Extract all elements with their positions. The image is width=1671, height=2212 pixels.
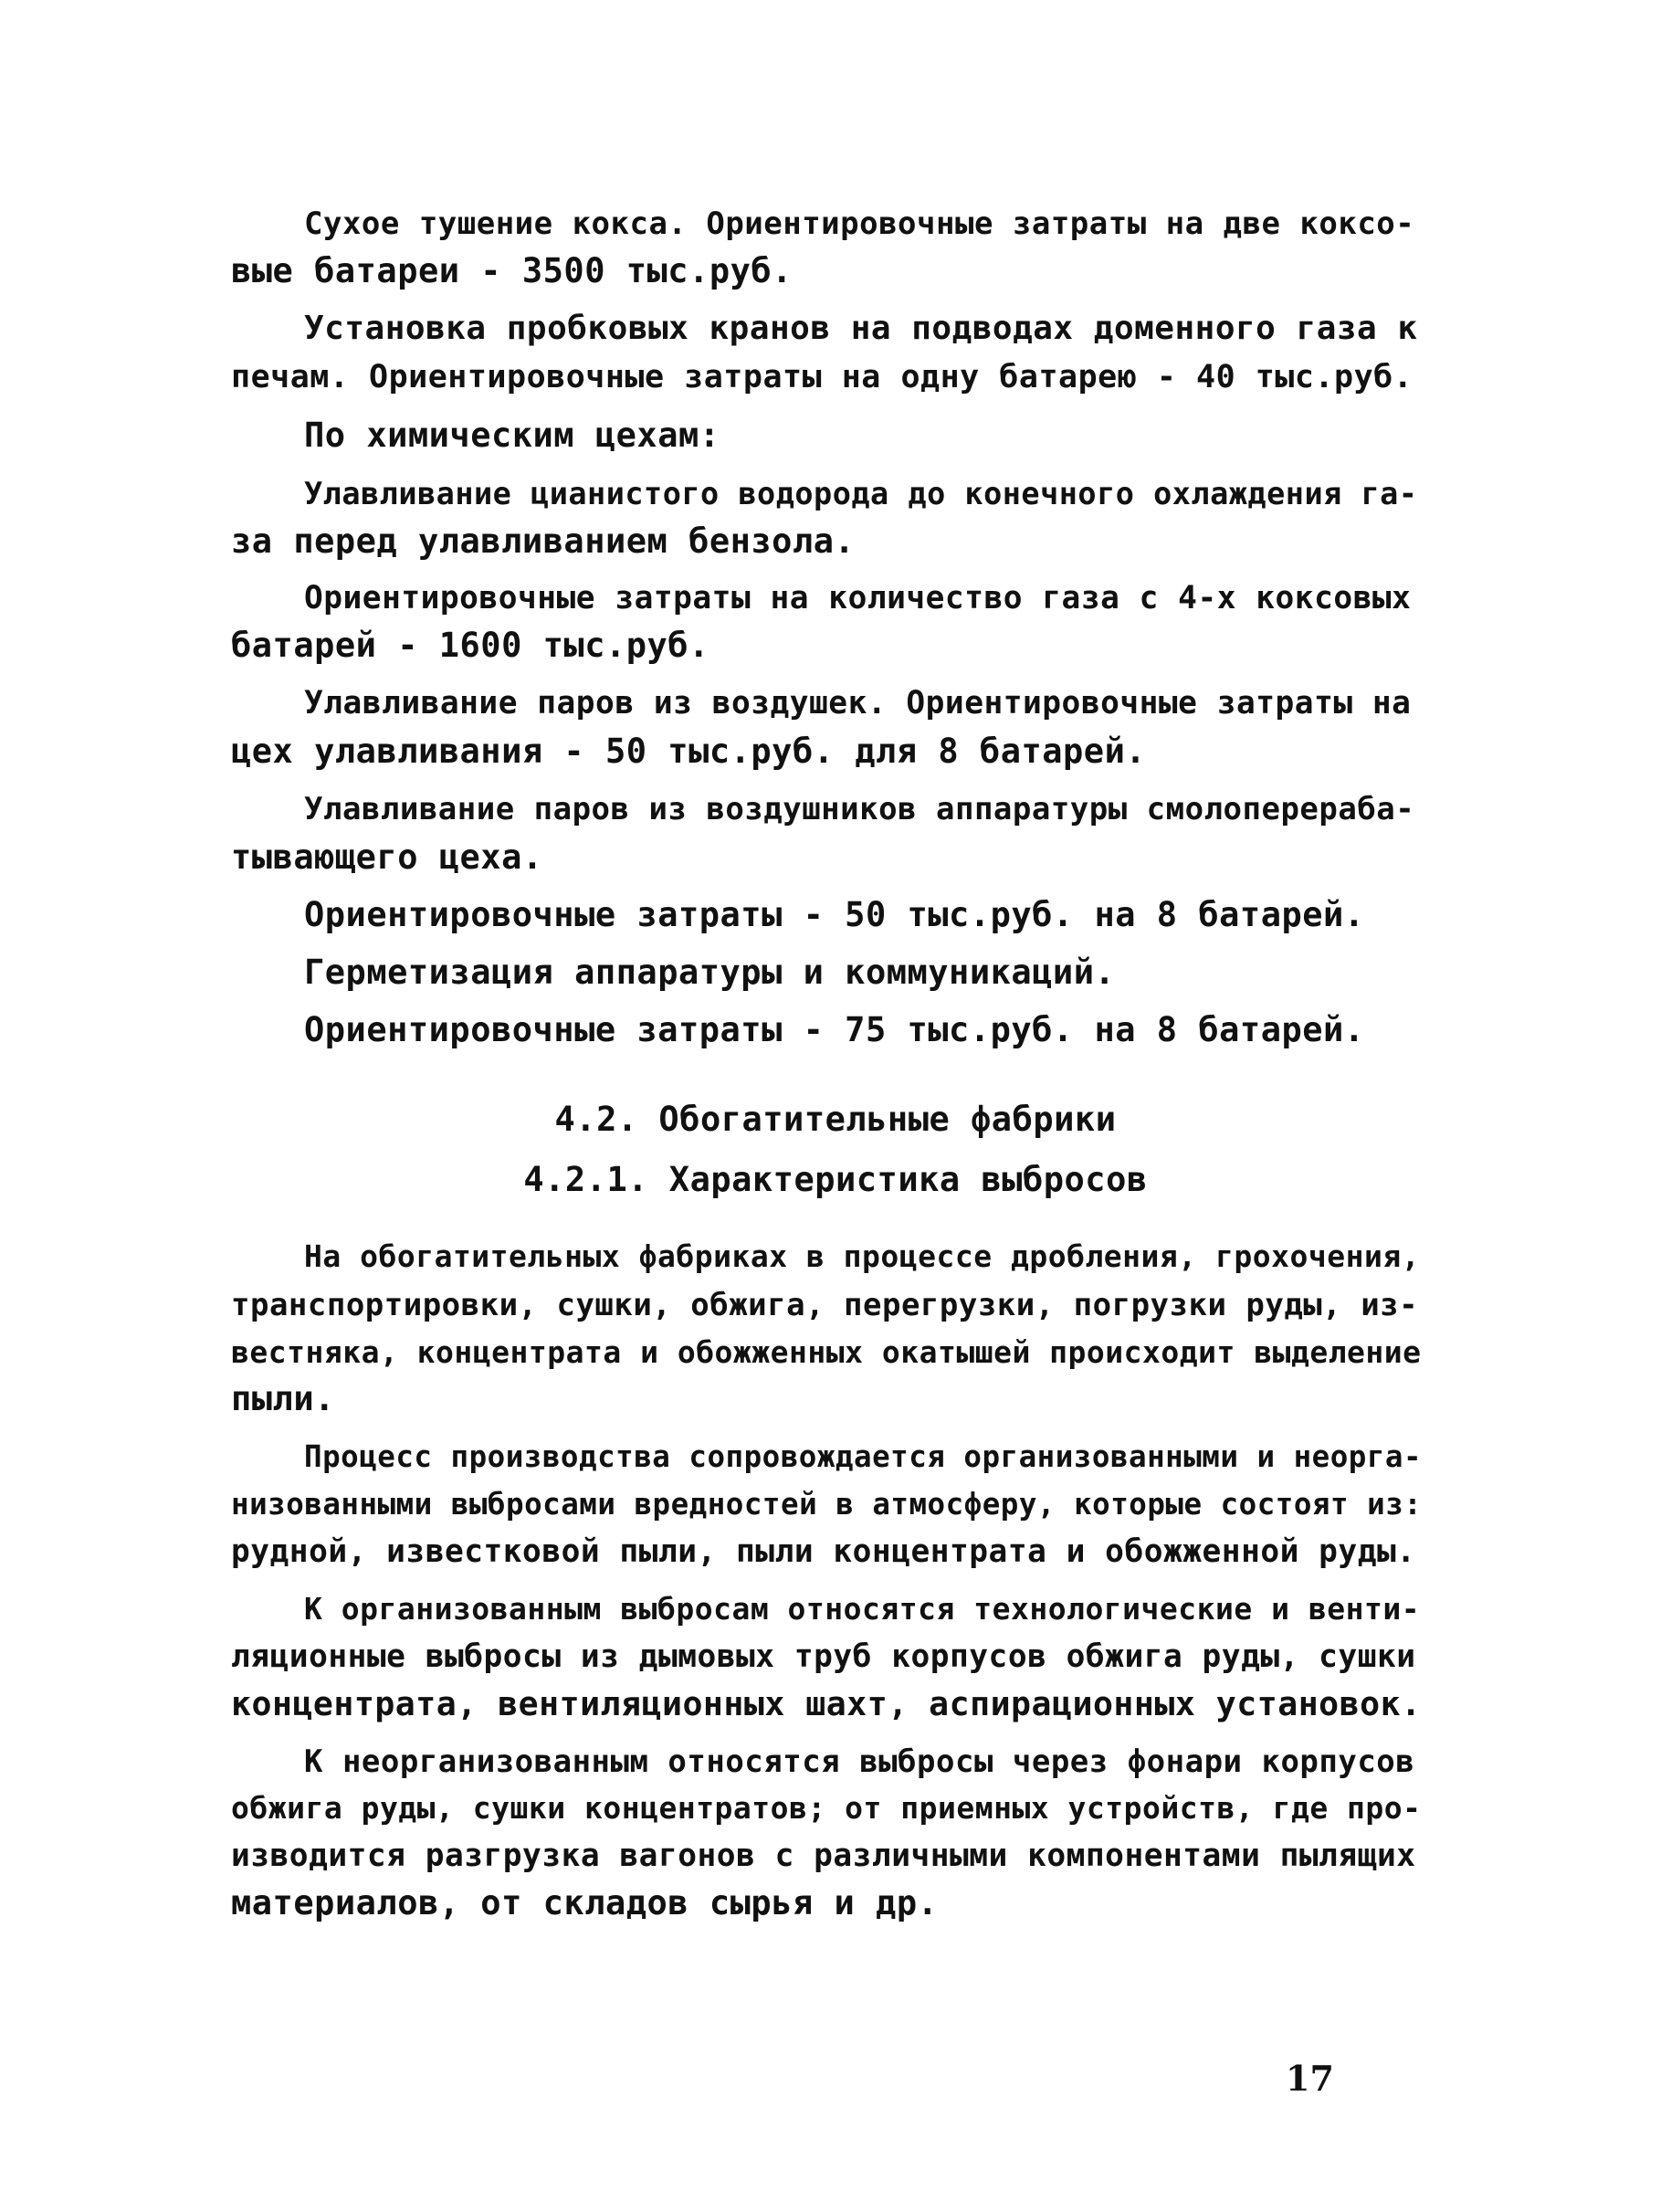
text-line: тывающего цеха. <box>231 837 543 877</box>
text-line: вестняка, концентрата и обожженных окатышей происходит выделение <box>231 1334 1422 1370</box>
page-number: 17 <box>1286 2058 1334 2099</box>
text-line: рудной, известковой пыли, пыли концентрата и обожженной руды. <box>231 1533 1416 1570</box>
text-line: вые батареи - 3500 тыс.руб. <box>231 251 793 290</box>
text-line: концентрата, вентиляционных шахт, аспирационных установок. <box>231 1684 1422 1723</box>
text-line: Ориентировочные затраты - 50 тыс.руб. на 8 батарей. <box>304 895 1365 934</box>
text-line: пыли. <box>231 1379 335 1418</box>
text-line: Герметизация аппаратуры и коммуникаций. <box>304 953 1116 992</box>
text-line: К организованным выбросам относятся технологические и венти- <box>304 1591 1421 1627</box>
subsection-heading: 4.2.1. Характеристика выбросов <box>523 1160 1148 1199</box>
section-heading: 4.2. Обогатительные фабрики <box>554 1100 1117 1139</box>
text-line: печам. Ориентировочные затраты на одну батарею - 40 тыс.руб. <box>231 359 1414 395</box>
text-line: Улавливание цианистого водорода до конечного охлаждения га- <box>304 476 1418 511</box>
text-line: Улавливание паров из воздушников аппаратуры смолоперераба- <box>304 791 1415 827</box>
text-line: Улавливание паров из воздушек. Ориентировочные затраты на <box>304 685 1412 722</box>
text-line: К неорганизованным относятся выбросы через фонари корпусов <box>304 1743 1415 1780</box>
text-line: за перед улавливанием бензола. <box>231 521 856 561</box>
text-line: Ориентировочные затраты - 75 тыс.руб. на 8 батарей. <box>304 1010 1365 1049</box>
text-line: цех улавливания - 50 тыс.руб. для 8 батарей. <box>231 732 1147 771</box>
text-line: На обогатительных фабриках в процессе дробления, грохочения, <box>304 1238 1421 1274</box>
text-line: транспортировки, сушки, обжига, перегрузки, погрузки руды, из- <box>231 1287 1419 1323</box>
text-line: материалов, от складов сырья и др. <box>231 1883 939 1922</box>
text-line: Ориентировочные затраты на количество газа с 4-х коксовых <box>304 580 1412 616</box>
text-line: Сухое тушение кокса. Ориентировочные затраты на две коксо- <box>304 205 1415 242</box>
text-line: Установка пробковых кранов на подводах доменного газа к <box>304 310 1418 347</box>
text-line: ляционные выбросы из дымовых труб корпусов обжига руды, сушки <box>231 1638 1416 1675</box>
text-line: обжига руды, сушки концентратов; от приемных устройств, где про- <box>231 1790 1422 1826</box>
text-line: изводится разгрузка вагонов с различными компонентами пылящих <box>231 1838 1416 1874</box>
text-line: низованными выбросами вредностей в атмосферу, которые состоят из: <box>231 1487 1423 1522</box>
text-line: Процесс производства сопровождается организованными и неорга- <box>304 1439 1423 1474</box>
text-line: батарей - 1600 тыс.руб. <box>231 626 709 665</box>
text-line: По химическим цехам: <box>304 416 720 455</box>
